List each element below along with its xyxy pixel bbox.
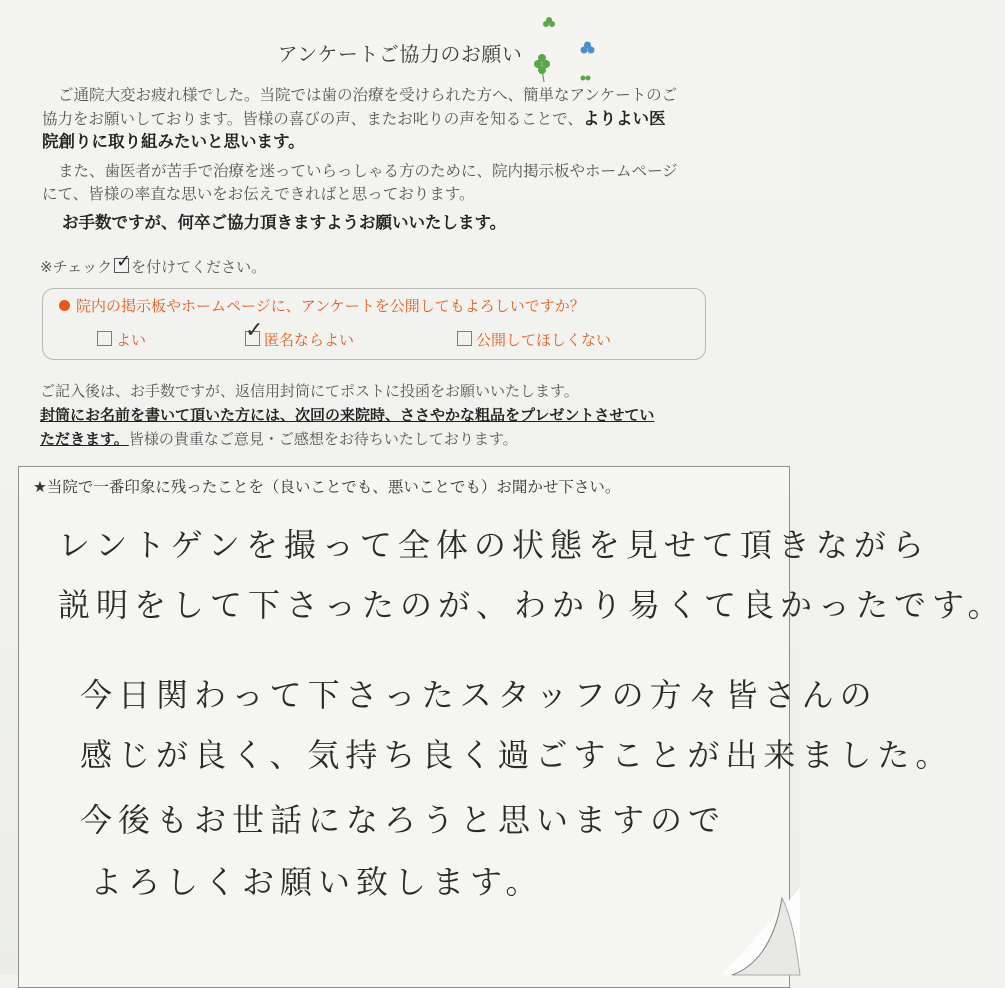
bullet-dot-icon: [59, 300, 70, 311]
mail-instruction-3: ただきます。皆様の貴重なご意見・ご感想をお待ちいたしております。: [40, 430, 518, 448]
handwritten-line: 説明をして下さったのが、わかり易くて良かったです。: [58, 586, 1005, 624]
publish-consent-box: [42, 288, 706, 360]
request-text: お手数ですが、何卒ご協力頂きますようお願いいたします。: [62, 213, 507, 232]
checkbox-checked-icon[interactable]: ✓: [245, 331, 260, 346]
option-anonymous[interactable]: ✓ 匿名ならよい: [245, 318, 355, 349]
handwritten-line: 今後もお世話になろうと思いますので: [80, 801, 727, 839]
handwritten-line: 感じが良く、気持ち良く過ごすことが出来ました。: [80, 736, 954, 774]
clover-decoration-icon: [528, 16, 608, 86]
checkbox-icon[interactable]: [97, 331, 112, 346]
para2-line-1: また、歯医者が苦手で治療を迷っていらっしゃる方のために、院内掲示板やホームページ: [58, 162, 678, 180]
checkbox-example-icon: ✓: [116, 251, 132, 272]
check-instruction: ※チェック ✓ を付けてください。: [40, 251, 267, 276]
handwritten-line: 今日関わって下さったスタッフの方々皆さんの: [80, 676, 878, 714]
checkbox-icon[interactable]: [457, 331, 472, 346]
handwritten-line: よろしくお願い致します。: [90, 863, 544, 901]
publish-question: 院内の掲示板やホームページに、アンケートを公開してもよろしいですか？: [59, 295, 585, 316]
mail-instruction-2: 封筒にお名前を書いて頂いた方には、次回の来院時、ささやかな粗品をプレゼントさせてい: [40, 406, 655, 424]
intro-line-1: ご通院大変お疲れ様でした。当院では歯の治療を受けられた方へ、簡単なアンケートのご: [58, 86, 678, 104]
para2-line-2: にて、皆様の率直な思いをお伝えできればと思っております。: [42, 185, 475, 203]
intro-line-3: 院創りに取り組みたいと思います。: [42, 132, 305, 151]
handwritten-line: レントゲンを撮って全体の状態を見せて頂きながら: [58, 526, 930, 564]
intro-line-2: 協力をお願いしております。皆様の喜びの声、またお叱りの声を知ることで、よりよい医: [42, 109, 666, 128]
mail-instruction-1: ご記入後は、お手数ですが、返信用封筒にてポストに投函をお願いいたします。: [40, 382, 579, 400]
option-yes[interactable]: よい: [97, 329, 146, 350]
page-curl-icon: [722, 888, 800, 975]
option-no[interactable]: 公開してほしくない: [457, 329, 611, 350]
page-title: アンケートご協力のお願い: [277, 42, 523, 66]
feedback-question: ★当院で一番印象に残ったことを（良いことでも、悪いことでも）お聞かせ下さい。: [33, 478, 621, 496]
